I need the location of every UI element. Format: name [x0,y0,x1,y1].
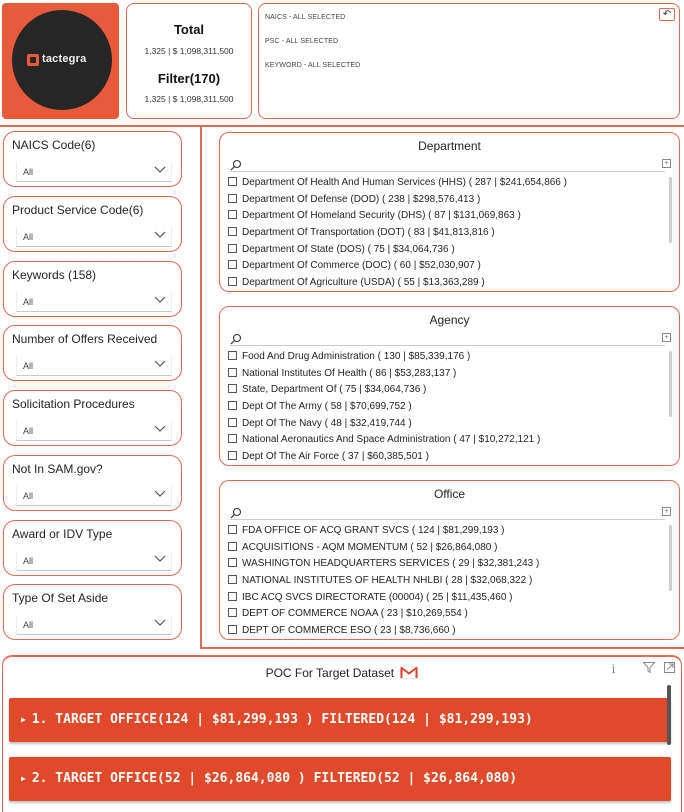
office-panel [219,480,680,640]
expand-icon[interactable]: + [662,159,671,168]
list-item[interactable]: Dept Of The Air Force ( 37 | $60,385,501 ) [228,449,663,461]
checkbox[interactable] [228,525,237,534]
checkbox[interactable] [228,418,237,427]
info-icon[interactable]: i [611,662,616,676]
slicer-type-of-set-aside [3,584,182,640]
checkbox[interactable] [228,575,237,584]
psc-filter-summary: PSC - ALL SELECTED [265,38,339,45]
dropdown-value: All [23,297,34,307]
total-value: 1,325 | $ 1,098,311,500 [144,46,234,56]
checkbox[interactable] [228,451,237,460]
chevron-down-icon [154,231,166,239]
slicer-title: Not In SAM.gov? [12,462,103,476]
checkbox[interactable] [228,194,237,203]
filter-value: 1,325 | $ 1,098,311,500 [144,94,234,104]
search-underline [230,345,665,346]
list-item[interactable]: DEPT OF COMMERCE NOAA ( 23 | $10,269,554 ) [228,606,663,623]
list-item[interactable]: Department Of Defense (DOD) ( 238 | $298,576,413 ) [228,192,663,209]
chevron-down-icon [154,425,166,433]
logo-tile [2,3,119,119]
dropdown-value: All [23,620,34,630]
list-item[interactable]: Department Of State (DOS) ( 75 | $34,064,736 ) [228,242,663,259]
poc-section [2,655,682,812]
checkbox[interactable] [228,277,237,286]
list-item[interactable]: WASHINGTON HEADQUARTERS SERVICES ( 29 | $32,381,243 ) [228,556,663,573]
list-item[interactable]: Department Of Homeland Security (DHS) ( 87 | $131,069,863 ) [228,208,663,225]
totals-card [126,3,252,119]
department-list [228,175,663,287]
list-item[interactable]: Department Of Agriculture (USDA) ( 55 | $13,363,289 ) [228,275,663,287]
search-icon[interactable] [230,159,242,171]
slicer-keywords [3,261,182,317]
agency-list [228,349,663,461]
slicer-title: Keywords (158) [12,268,97,282]
department-panel [219,132,680,292]
list-item[interactable]: FDA OFFICE OF ACQ GRANT SVCS ( 124 | $81,299,193 ) [228,523,663,540]
checkbox[interactable] [228,351,237,360]
list-item[interactable]: IBC ACQ SVCS DIRECTORATE (00004) ( 25 | $11,435,460 ) [228,590,663,607]
chevron-down-icon [154,296,166,304]
expand-icon[interactable]: + [662,507,671,516]
checkbox[interactable] [228,542,237,551]
tactegra-logo-icon [27,54,39,66]
column-divider [200,125,202,648]
scrollbar[interactable] [669,525,672,591]
slicer-product-service-code [3,196,182,252]
checkbox[interactable] [228,210,237,219]
checkbox[interactable] [228,368,237,377]
expand-visual-icon[interactable] [664,662,675,673]
checkbox[interactable] [228,401,237,410]
list-item[interactable]: Dept Of The Army ( 58 | $70,699,752 ) [228,399,663,416]
list-item[interactable]: National Aeronautics And Space Administration ( 47 | $10,272,121 ) [228,432,663,449]
type-of-set-aside-dropdown[interactable] [16,615,172,635]
search-underline [230,519,665,520]
checkbox[interactable] [228,227,237,236]
list-item[interactable]: National Institutes Of Health ( 86 | $53,283,137 ) [228,366,663,383]
list-item[interactable]: ACQUISITIONS - AQM MOMENTUM ( 52 | $26,864,080 ) [228,540,663,557]
naics-code-dropdown[interactable] [16,162,172,182]
list-item[interactable]: Food And Drug Administration ( 130 | $85,339,176 ) [228,349,663,366]
expand-icon[interactable]: + [662,333,671,342]
slicer-solicitation-procedures [3,390,182,446]
dropdown-value: All [23,426,34,436]
slicer-title: Type Of Set Aside [12,591,109,605]
checkbox[interactable] [228,592,237,601]
slicer-not-in-sam [3,455,182,511]
chevron-down-icon [154,490,166,498]
caret-right-icon: ▶ [21,774,26,783]
panel-title: Agency [429,313,470,327]
panel-title: Office [433,487,466,501]
keywords-dropdown[interactable] [16,292,172,312]
number-of-offers-dropdown[interactable] [16,356,172,376]
naics-filter-summary: NAICS - ALL SELECTED [265,14,346,21]
scrollbar[interactable] [669,177,672,243]
checkbox[interactable] [228,260,237,269]
keyword-filter-summary: KEYWORD - ALL SELECTED [265,62,361,69]
chevron-down-icon [154,619,166,627]
chevron-down-icon [154,555,166,563]
poc-row[interactable]: ▶ 1. TARGET OFFICE(124 | $81,299,193 ) FILTERED(124 | $81,299,193) [9,698,671,742]
slicer-title: Number of Offers Received [12,332,158,346]
list-item[interactable]: Department Of Health And Human Services (HHS) ( 287 | $241,654,866 ) [228,175,663,192]
search-icon[interactable] [230,507,242,519]
checkbox[interactable] [228,244,237,253]
list-item[interactable]: DEPT OF COMMERCE ESO ( 23 | $8,736,660 ) [228,623,663,635]
logo-text: tactegra [42,53,87,65]
section-divider-bottom [200,647,684,649]
checkbox[interactable] [228,384,237,393]
slicer-title: Award or IDV Type [12,527,113,541]
search-icon[interactable] [230,333,242,345]
checkbox[interactable] [228,625,237,634]
checkbox[interactable] [228,177,237,186]
list-item[interactable]: Department Of Transportation (DOT) ( 83 | $41,813,816 ) [228,225,663,242]
total-label: Total [173,22,205,37]
checkbox[interactable] [228,434,237,443]
solicitation-procedures-dropdown[interactable] [16,421,172,441]
office-list [228,523,663,635]
list-item[interactable]: Department Of Commerce (DOC) ( 60 | $52,030,907 ) [228,258,663,275]
gmail-icon[interactable] [400,666,418,679]
visual-header-icons [611,662,675,676]
filter-label: Filter(170) [157,71,221,86]
logo [12,10,112,110]
slicer-title: Product Service Code(6) [12,203,144,217]
panel-title: Department [418,139,481,153]
active-filters-card [258,3,680,119]
agency-panel [219,306,680,466]
poc-title: POC For Target Dataset [3,666,681,680]
list-item[interactable]: NATIONAL INSTITUTES OF HEALTH NHLBI ( 28 | $32,068,322 ) [228,573,663,590]
dropdown-value: All [23,167,34,177]
slicer-title: Solicitation Procedures [12,397,135,411]
scrollbar[interactable] [667,685,671,745]
not-in-sam-dropdown[interactable] [16,486,172,506]
section-divider [0,125,684,127]
slicer-naics-code [3,131,182,187]
undo-icon[interactable]: ↶ [659,8,675,21]
dropdown-value: All [23,361,34,371]
caret-right-icon: ▶ [21,715,26,724]
dropdown-value: All [23,232,34,242]
search-underline [230,171,665,172]
poc-row[interactable]: ▶ 2. TARGET OFFICE(52 | $26,864,080 ) FILTERED(52 | $26,864,080) [9,757,671,801]
slicer-award-idv-type [3,520,182,576]
list-item[interactable]: State, Department Of ( 75 | $34,064,736 ) [228,382,663,399]
slicer-number-of-offers [3,325,182,381]
product-service-code-dropdown[interactable] [16,227,172,247]
dropdown-value: All [23,491,34,501]
award-idv-type-dropdown[interactable] [16,551,172,571]
slicer-title: NAICS Code(6) [12,138,96,152]
chevron-down-icon [154,166,166,174]
checkbox[interactable] [228,608,237,617]
scrollbar[interactable] [669,351,672,417]
filter-icon[interactable] [643,662,655,673]
chevron-down-icon [154,360,166,368]
dropdown-value: All [23,556,34,566]
checkbox[interactable] [228,558,237,567]
list-item[interactable]: Dept Of The Navy ( 48 | $32,419,744 ) [228,416,663,433]
